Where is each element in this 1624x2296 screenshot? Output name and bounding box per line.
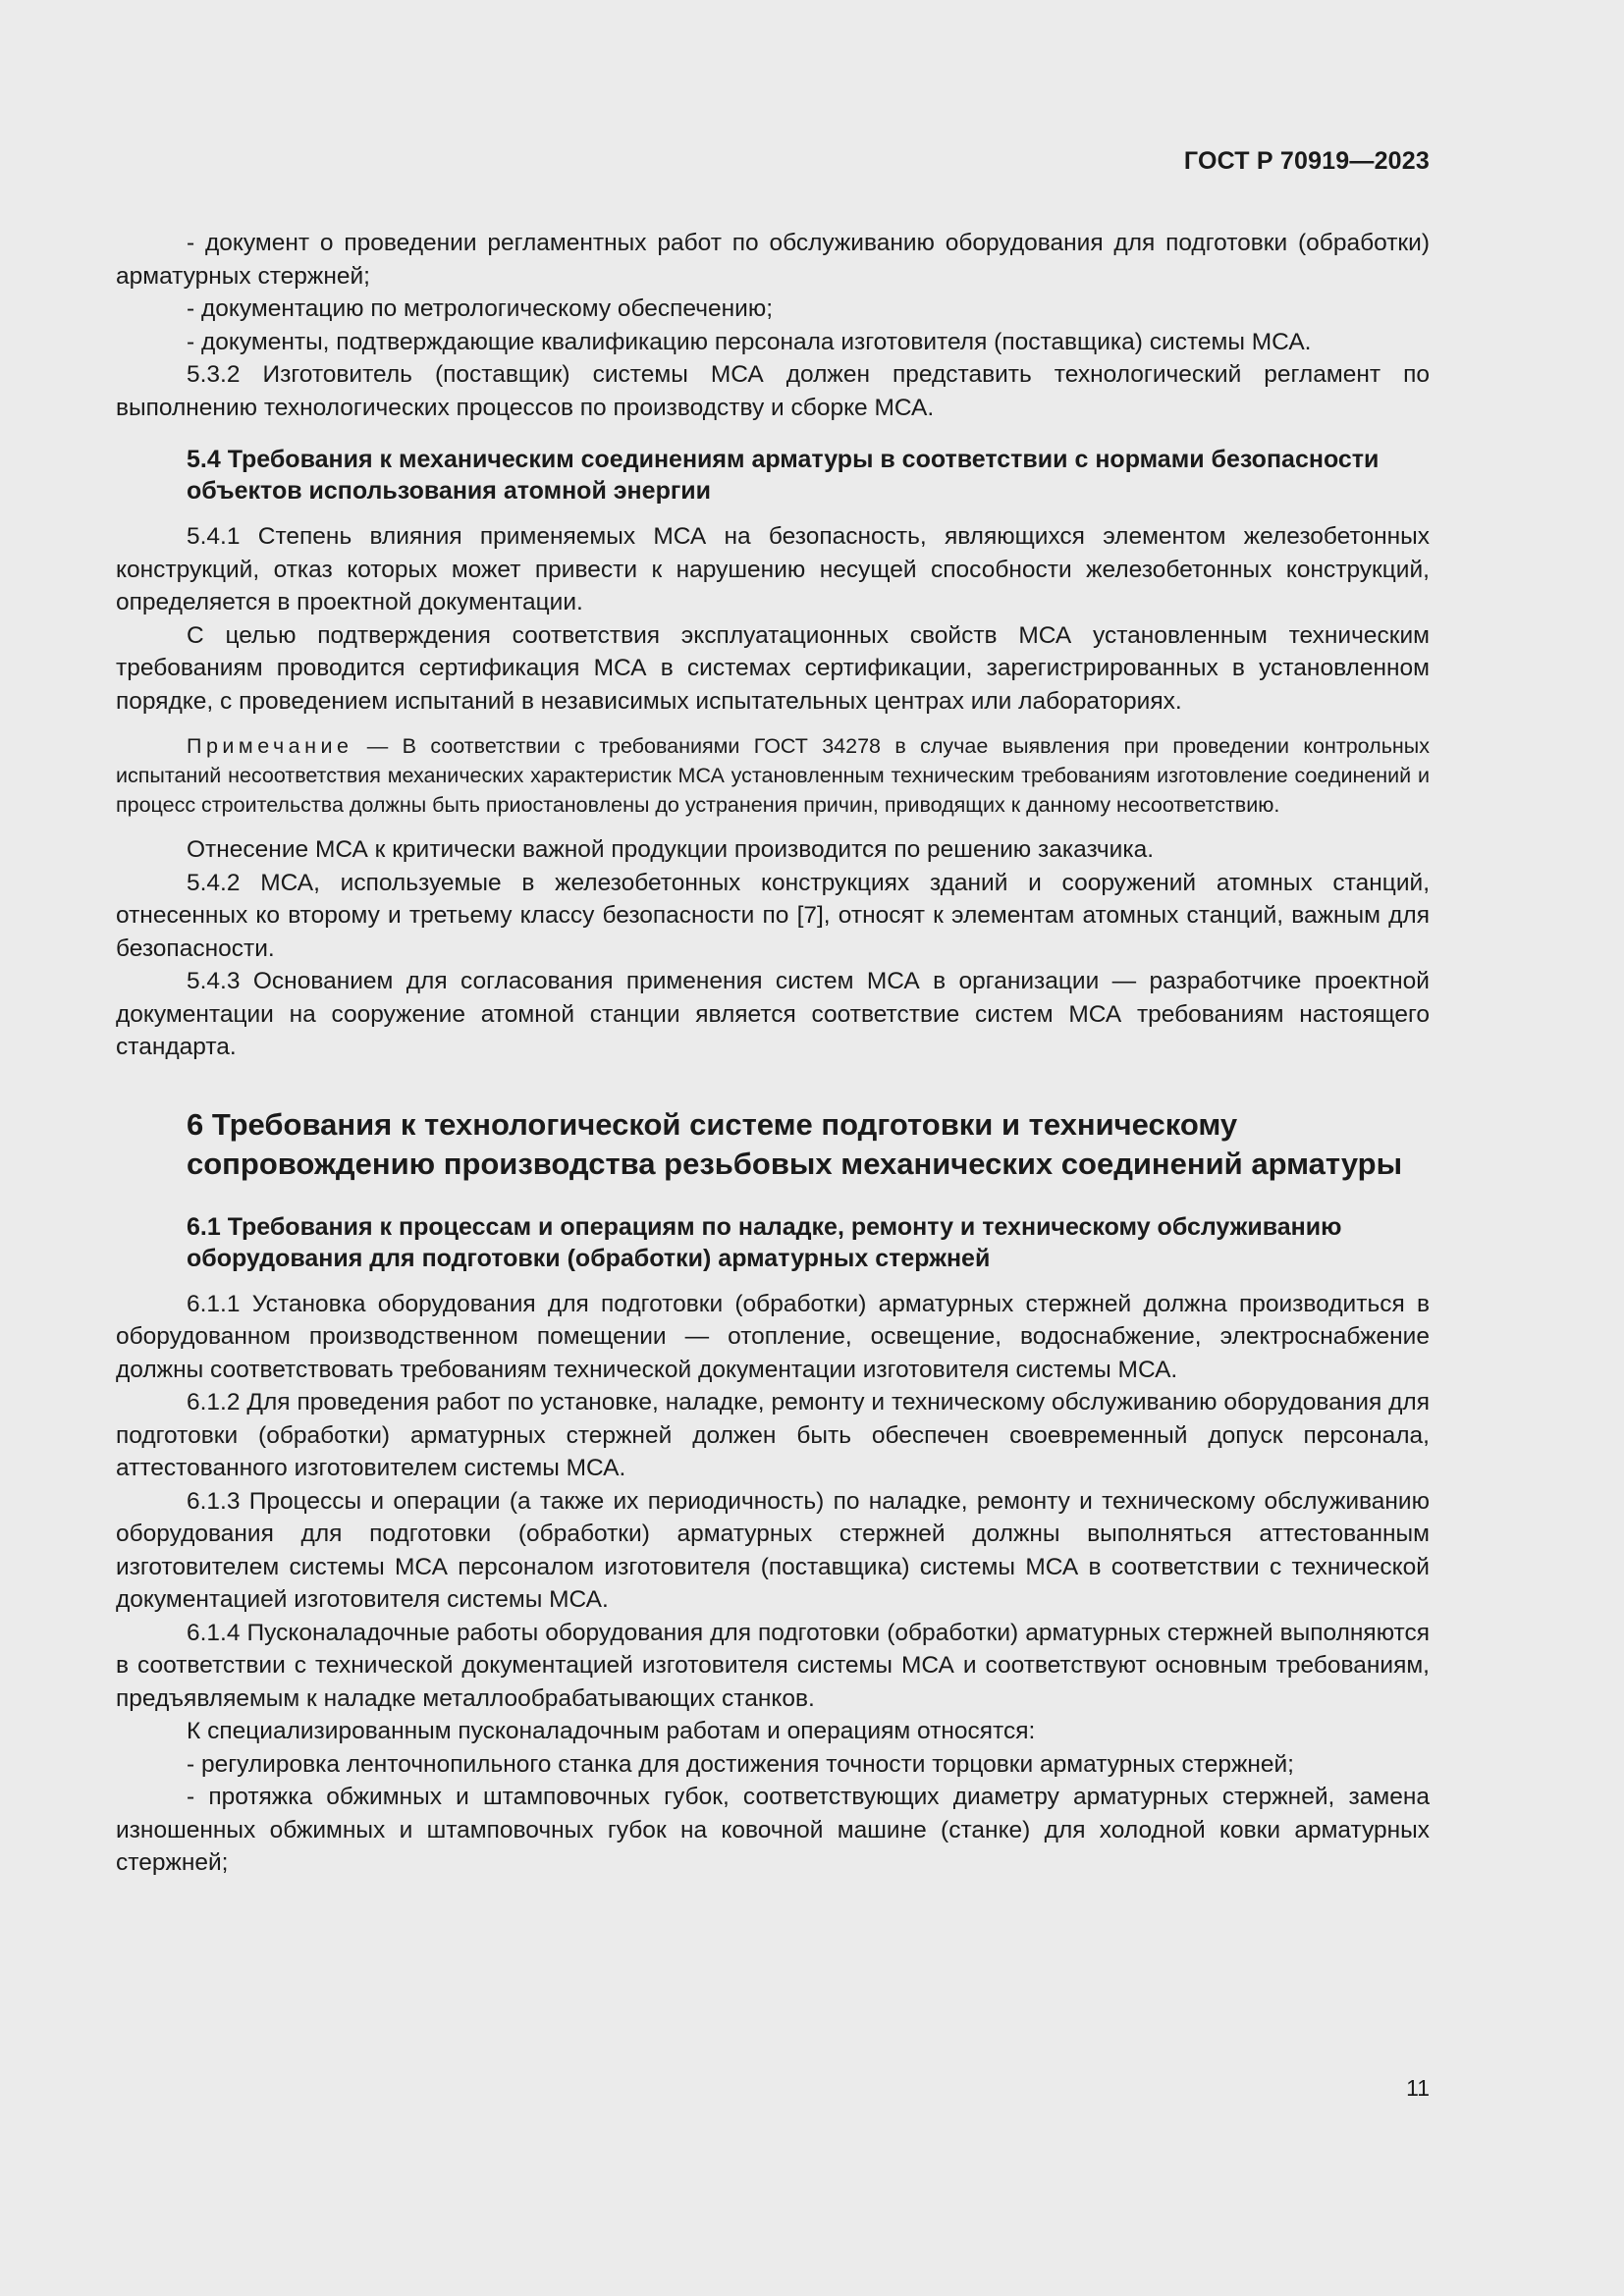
paragraph: 6.1.4 Пусконаладочные работы оборудования для подготовки (обработки) арматурных стержней выполняются в соответствии с технической документацией изготовителя системы МСА и соответствуют основным требованиям, предъявляемым к наладке металлообрабатывающих станков. — [116, 1619, 1430, 1712]
paragraph: - регулировка ленточнопильного станка для достижения точности торцовки арматурных стержней; — [187, 1750, 1294, 1778]
paragraph: Отнесение МСА к критически важной продукции производится по решению заказчика. — [187, 836, 1155, 863]
paragraph: 6.1.3 Процессы и операции (а также их периодичность) по наладке, ремонту и техническому обслуживанию оборудования для подготовки (обработки) арматурных стержней должны выполняться аттестованным изготовителем системы МСА персоналом изготовителя (поставщика) системы МСА в соответствии с технической документацией изготовителя системы МСА. — [116, 1487, 1430, 1613]
paragraph: - документы, подтверждающие квалификацию персонала изготовителя (поставщика) системы МСА. — [187, 328, 1312, 355]
paragraph: 6.1.1 Установка оборудования для подготовки (обработки) арматурных стержней должна производиться в оборудованном производственном помещении — отопление, освещение, водоснабжение, электроснабжение должны соответствовать требованиям технической документации изготовителя системы МСА. — [116, 1290, 1430, 1383]
paragraph: 5.3.2 Изготовитель (поставщик) системы МСА должен представить технологический регламент по выполнению технологических процессов по производству и сборке МСА. — [116, 361, 1430, 421]
paragraph: 5.4.2 МСА, используемые в железобетонных конструкциях зданий и сооружений атомных станций, отнесенных ко второму и третьему классу безопасности по [7], относят к элементам атомных станций, важным для безопасности. — [116, 869, 1430, 962]
paragraph: - документацию по метрологическому обеспечению; — [187, 295, 773, 322]
note-label: Примечание — [187, 734, 353, 758]
document-body — [116, 227, 1430, 1880]
section-heading-6-1: 6.1 Требования к процессам и операциям по наладке, ремонту и техническому обслуживанию оборудования для подготовки (обработки) арматурных стержней — [187, 1212, 1342, 1272]
paragraph: К специализированным пусконаладочным работам и операциям относятся: — [187, 1718, 1036, 1744]
paragraph: 5.4.1 Степень влияния применяемых МСА на безопасность, являющихся элементом железобетонных конструкций, отказ которых может привести к нарушению несущей способности железобетонных конструкций, определяется в проектной документации. — [116, 523, 1430, 615]
page-number: 11 — [1406, 2075, 1430, 2101]
paragraph: С целью подтверждения соответствия эксплуатационных свойств МСА установленным техническим требованиям проводится сертификация МСА в системах сертификации, зарегистрированных в установленном порядке, с проведением испытаний в независимых испытательных центрах или лабораториях. — [116, 621, 1430, 715]
paragraph: 5.4.3 Основанием для согласования применения систем МСА в организации — разработчике проектной документации на сооружение атомной станции является соответствие систем МСА требованиям настоящего стандарта. — [116, 968, 1430, 1060]
section-heading-5-4: 5.4 Требования к механическим соединениям арматуры в соответствии с нормами безопасности объектов использования атомной энергии — [187, 446, 1380, 505]
paragraph: - протяжка обжимных и штамповочных губок, соответствующих диаметру арматурных стержней, замена изношенных обжимных и штамповочных губок на ковочной машине (станке) для холодной ковки арматурных стержней; — [116, 1784, 1430, 1876]
chapter-heading-6: 6 Требования к технологической системе подготовки и техническому сопровождению производства резьбовых механических соединений арматуры — [187, 1106, 1403, 1181]
note — [116, 731, 1430, 820]
paragraph: - документ о проведении регламентных работ по обслуживанию оборудования для подготовки (обработки) арматурных стержней; — [116, 230, 1430, 290]
note-text: — В соответствии с требованиями ГОСТ 34278 в случае выявления при проведении контрольных испытаний несоответствия механических характеристик МСА установленным техническим требованиям изготовление соединений и процесс строительства должны быть приостановлены до устранения причин, приводящих к данному несоответствию. — [116, 734, 1430, 817]
paragraph: 6.1.2 Для проведения работ по установке, наладке, ремонту и техническому обслуживанию оборудования для подготовки (обработки) арматурных стержней должен быть обеспечен своевременный допуск персонала, аттестованного изготовителем системы МСА. — [116, 1389, 1430, 1481]
document-header: ГОСТ Р 70919—2023 — [1183, 147, 1430, 175]
